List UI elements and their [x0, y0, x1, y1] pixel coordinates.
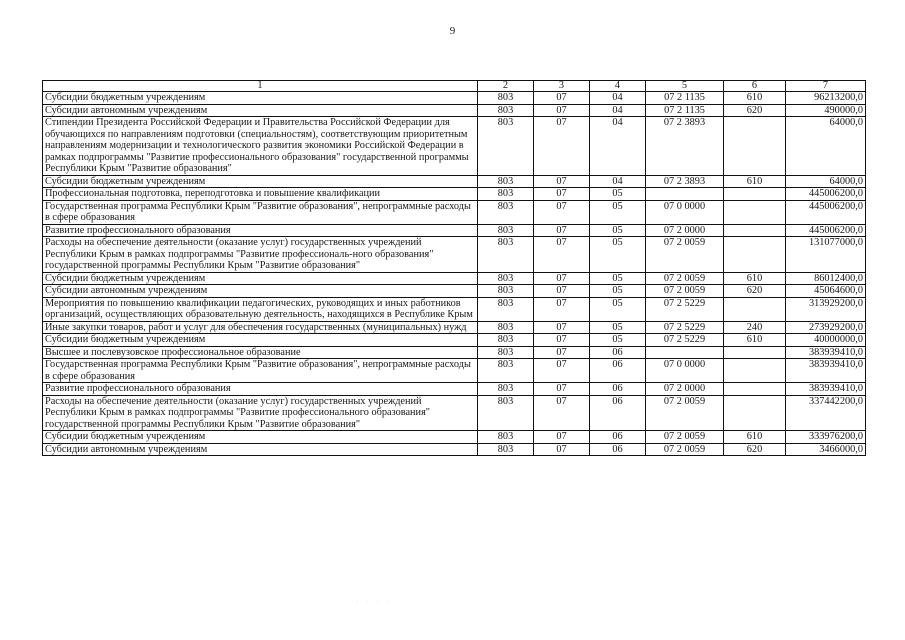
header-cell: 2 — [478, 81, 534, 92]
row-section-code: 07 — [534, 175, 590, 188]
row-expense-type — [724, 224, 786, 237]
row-subsection-code: 05 — [590, 285, 646, 298]
row-section-code: 07 — [534, 359, 590, 383]
row-name: Государственная программа Республики Крым "Развитие образования", непрограммные расходы в сфере образования — [43, 200, 478, 224]
row-grbs-code: 803 — [478, 359, 534, 383]
row-grbs-code: 803 — [478, 117, 534, 176]
row-amount: 3466000,0 — [786, 443, 866, 456]
row-amount: 45064600,0 — [786, 285, 866, 298]
row-grbs-code: 803 — [478, 395, 534, 431]
row-section-code: 07 — [534, 346, 590, 359]
row-name: Расходы на обеспечение деятельности (оказание услуг) государственных учреждений Республики Крым в рамках подпрограммы "Развитие профессионального образования" государственной программы Республики Крым "Развитие образования" — [43, 395, 478, 431]
row-amount: 445006200,0 — [786, 224, 866, 237]
row-name: Развитие профессионального образования — [43, 383, 478, 396]
row-grbs-code: 803 — [478, 334, 534, 347]
row-grbs-code: 803 — [478, 383, 534, 396]
table-row — [43, 297, 866, 321]
row-name: Государственная программа Республики Крым "Развитие образования", непрограммные расходы в сфере образования — [43, 359, 478, 383]
row-grbs-code: 803 — [478, 224, 534, 237]
table-header-row — [43, 81, 866, 92]
row-subsection-code: 06 — [590, 431, 646, 444]
row-amount: 383939410,0 — [786, 359, 866, 383]
row-target-article: 07 2 1135 — [646, 104, 724, 117]
row-amount: 96213200,0 — [786, 92, 866, 105]
row-expense-type — [724, 297, 786, 321]
row-section-code: 07 — [534, 297, 590, 321]
row-grbs-code: 803 — [478, 443, 534, 456]
row-amount: 131077000,0 — [786, 237, 866, 273]
row-grbs-code: 803 — [478, 346, 534, 359]
row-section-code: 07 — [534, 443, 590, 456]
row-target-article: 07 2 0000 — [646, 383, 724, 396]
row-target-article: 07 2 5229 — [646, 321, 724, 334]
row-expense-type: 620 — [724, 104, 786, 117]
row-subsection-code: 05 — [590, 321, 646, 334]
row-amount: 64000,0 — [786, 117, 866, 176]
row-subsection-code: 04 — [590, 104, 646, 117]
row-section-code: 07 — [534, 272, 590, 285]
table-row — [43, 359, 866, 383]
row-grbs-code: 803 — [478, 200, 534, 224]
row-target-article: 07 2 0059 — [646, 443, 724, 456]
row-grbs-code: 803 — [478, 431, 534, 444]
row-name: Субсидии бюджетным учреждениям — [43, 431, 478, 444]
row-section-code: 07 — [534, 431, 590, 444]
row-name: Субсидии автономным учреждениям — [43, 443, 478, 456]
row-expense-type — [724, 346, 786, 359]
row-grbs-code: 803 — [478, 188, 534, 201]
row-expense-type: 610 — [724, 334, 786, 347]
row-section-code: 07 — [534, 188, 590, 201]
row-expense-type: 620 — [724, 285, 786, 298]
row-name: Мероприятия по повышению квалификации педагогических, руководящих и иных работников организаций, осуществляющих образовательную деятельность, находящихся в Республике Крым — [43, 297, 478, 321]
table-row — [43, 188, 866, 201]
row-target-article: 07 2 0059 — [646, 395, 724, 431]
table-row — [43, 272, 866, 285]
table-row — [43, 321, 866, 334]
row-target-article: 07 2 0059 — [646, 285, 724, 298]
row-grbs-code: 803 — [478, 237, 534, 273]
row-grbs-code: 803 — [478, 297, 534, 321]
table-row — [43, 237, 866, 273]
row-grbs-code: 803 — [478, 272, 534, 285]
faint-scan-mark: · · · · — [356, 598, 392, 606]
row-target-article: 07 2 0059 — [646, 431, 724, 444]
row-subsection-code: 05 — [590, 272, 646, 285]
row-name: Субсидии бюджетным учреждениям — [43, 272, 478, 285]
row-expense-type — [724, 188, 786, 201]
row-name: Иные закупки товаров, работ и услуг для обеспечения государственных (муниципальных) нужд — [43, 321, 478, 334]
row-subsection-code: 06 — [590, 395, 646, 431]
table-row — [43, 175, 866, 188]
row-target-article: 07 2 0059 — [646, 272, 724, 285]
row-subsection-code: 05 — [590, 237, 646, 273]
table-row — [43, 443, 866, 456]
row-name: Профессиональная подготовка, переподготовка и повышение квалификации — [43, 188, 478, 201]
row-subsection-code: 06 — [590, 346, 646, 359]
table-row — [43, 431, 866, 444]
page-number: 9 — [449, 25, 456, 37]
row-expense-type: 240 — [724, 321, 786, 334]
header-cell: 3 — [534, 81, 590, 92]
row-subsection-code: 04 — [590, 92, 646, 105]
row-amount: 490000,0 — [786, 104, 866, 117]
table-row — [43, 200, 866, 224]
row-expense-type — [724, 117, 786, 176]
row-name: Высшее и послевузовское профессиональное образование — [43, 346, 478, 359]
row-amount: 40000000,0 — [786, 334, 866, 347]
row-name: Стипендии Президента Российской Федерации и Правительства Российской Федерации для обучающихся по направлениям подготовки (специальностям), соответствующим приоритетным направлениям модернизации и технологического развития экономики Российской Федерации в рамках подпрограммы "Развитие профессионального образования" государственной программы Республики Крым "Развитие образования" — [43, 117, 478, 176]
table-row — [43, 92, 866, 105]
row-target-article: 07 0 0000 — [646, 200, 724, 224]
row-subsection-code: 05 — [590, 188, 646, 201]
table-row — [43, 346, 866, 359]
row-amount: 86012400,0 — [786, 272, 866, 285]
row-subsection-code: 06 — [590, 443, 646, 456]
row-section-code: 07 — [534, 334, 590, 347]
row-section-code: 07 — [534, 237, 590, 273]
row-name: Развитие профессионального образования — [43, 224, 478, 237]
header-cell: 1 — [43, 81, 478, 92]
row-target-article: 07 2 5229 — [646, 334, 724, 347]
row-name: Субсидии бюджетным учреждениям — [43, 334, 478, 347]
row-section-code: 07 — [534, 117, 590, 176]
row-section-code: 07 — [534, 321, 590, 334]
row-expense-type — [724, 395, 786, 431]
row-subsection-code: 05 — [590, 224, 646, 237]
row-section-code: 07 — [534, 285, 590, 298]
row-amount: 64000,0 — [786, 175, 866, 188]
row-target-article — [646, 188, 724, 201]
row-amount: 313929200,0 — [786, 297, 866, 321]
row-subsection-code: 06 — [590, 359, 646, 383]
row-target-article: 07 2 5229 — [646, 297, 724, 321]
row-name: Субсидии автономным учреждениям — [43, 104, 478, 117]
row-expense-type: 610 — [724, 92, 786, 105]
row-target-article: 07 2 3893 — [646, 175, 724, 188]
table-row — [43, 395, 866, 431]
row-grbs-code: 803 — [478, 321, 534, 334]
row-section-code: 07 — [534, 104, 590, 117]
row-section-code: 07 — [534, 383, 590, 396]
row-target-article: 07 2 1135 — [646, 92, 724, 105]
row-name: Субсидии бюджетным учреждениям — [43, 175, 478, 188]
row-amount: 383939410,0 — [786, 383, 866, 396]
row-grbs-code: 803 — [478, 92, 534, 105]
row-grbs-code: 803 — [478, 175, 534, 188]
row-expense-type: 610 — [724, 272, 786, 285]
table-row — [43, 104, 866, 117]
row-target-article: 07 0 0000 — [646, 359, 724, 383]
row-subsection-code: 04 — [590, 117, 646, 176]
row-subsection-code: 05 — [590, 297, 646, 321]
row-subsection-code: 04 — [590, 175, 646, 188]
table-row — [43, 383, 866, 396]
row-subsection-code: 05 — [590, 200, 646, 224]
row-name: Субсидии бюджетным учреждениям — [43, 92, 478, 105]
row-target-article: 07 2 3893 — [646, 117, 724, 176]
table-row — [43, 285, 866, 298]
row-expense-type — [724, 200, 786, 224]
row-grbs-code: 803 — [478, 285, 534, 298]
row-amount: 445006200,0 — [786, 200, 866, 224]
row-section-code: 07 — [534, 395, 590, 431]
row-expense-type — [724, 383, 786, 396]
table-row — [43, 334, 866, 347]
row-target-article: 07 2 0000 — [646, 224, 724, 237]
row-section-code: 07 — [534, 224, 590, 237]
row-section-code: 07 — [534, 200, 590, 224]
row-expense-type — [724, 237, 786, 273]
row-expense-type: 610 — [724, 175, 786, 188]
budget-table — [42, 80, 866, 456]
row-target-article — [646, 346, 724, 359]
table-row — [43, 224, 866, 237]
row-section-code: 07 — [534, 92, 590, 105]
row-expense-type: 610 — [724, 431, 786, 444]
header-cell: 4 — [590, 81, 646, 92]
header-cell: 7 — [786, 81, 866, 92]
row-name: Расходы на обеспечение деятельности (оказание услуг) государственных учреждений Республики Крым в рамках подпрограммы "Развитие профессиональ-ного образования" государственной программы Республики Крым "Развитие образования" — [43, 237, 478, 273]
row-amount: 445006200,0 — [786, 188, 866, 201]
row-amount: 383939410,0 — [786, 346, 866, 359]
header-cell: 5 — [646, 81, 724, 92]
table-body — [43, 92, 866, 456]
row-name: Субсидии автономным учреждениям — [43, 285, 478, 298]
row-subsection-code: 05 — [590, 334, 646, 347]
row-amount: 273929200,0 — [786, 321, 866, 334]
row-amount: 337442200,0 — [786, 395, 866, 431]
row-target-article: 07 2 0059 — [646, 237, 724, 273]
row-subsection-code: 06 — [590, 383, 646, 396]
row-expense-type: 620 — [724, 443, 786, 456]
row-amount: 333976200,0 — [786, 431, 866, 444]
header-cell: 6 — [724, 81, 786, 92]
table-row — [43, 117, 866, 176]
row-expense-type — [724, 359, 786, 383]
row-grbs-code: 803 — [478, 104, 534, 117]
